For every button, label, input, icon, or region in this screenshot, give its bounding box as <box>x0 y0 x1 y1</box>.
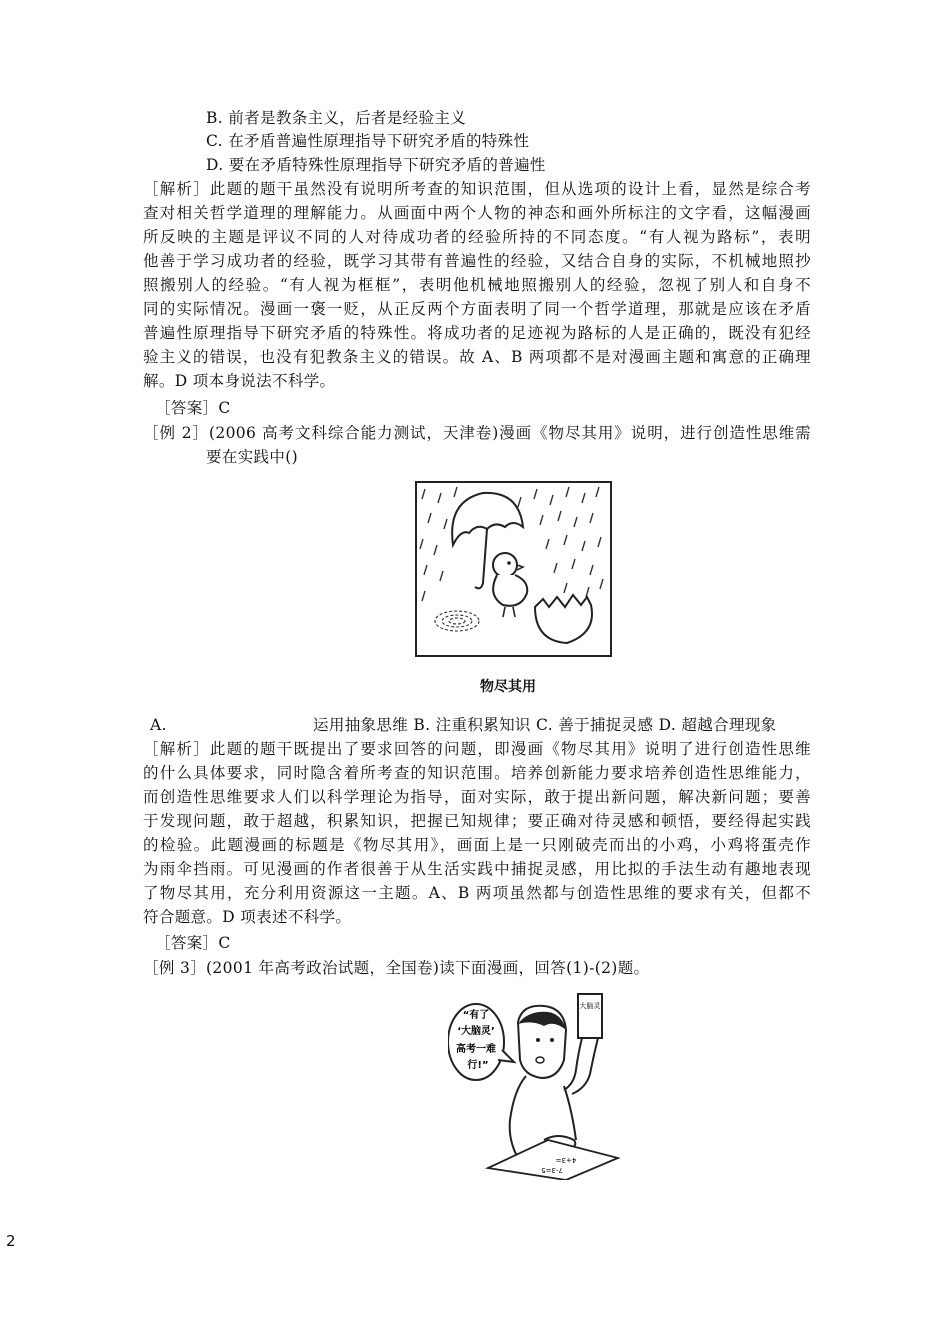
chick <box>493 553 527 606</box>
book <box>578 994 602 1038</box>
analysis1-line: 查对相关哲学道理的理解能力。从画面中两个人物的神态和画外所标注的文字看，这幅漫画 <box>143 204 811 222</box>
analysis1-line: ［解析］此题的题干虽然没有说明所考查的知识范围，但从选项的设计上看，显然是综合考 <box>143 180 811 198</box>
option-d: D. 要在矛盾特殊性原理指导下研究矛盾的普遍性 <box>206 156 546 174</box>
analysis2-line: 了物尽其用，充分利用资源这一主题。A、B 两项虽然都与创造性思维的要求有关，但都不 <box>143 884 811 902</box>
cartoon-chick-umbrella <box>415 481 612 657</box>
analysis2-line: 于发现问题，敢于超越，积累知识，把握已知规律；要正确对待灵感和顿悟，要经得起实践 <box>143 812 811 830</box>
bubble-text: 高考一难 <box>456 1044 496 1055</box>
example2-question-cont: 要在实践中() <box>206 448 299 466</box>
student-book-illustration <box>448 990 620 1180</box>
bubble-text: “有了 <box>462 1010 490 1021</box>
option-c: C. 在矛盾普遍性原理指导下研究矛盾的特殊性 <box>206 132 530 150</box>
chick-umbrella-illustration <box>417 483 610 655</box>
puddle <box>435 611 479 631</box>
bubble-text: 行!” <box>467 1060 489 1071</box>
analysis1-line: 他善于学习成功者的经验，既学习其带有普遍性的经验，又结合自身的实际，不机械地照抄 <box>143 252 811 270</box>
example2-options: 运用抽象思维 B. 注重积累知识 C. 善于捕捉灵感 D. 超越合理现象 <box>313 716 777 734</box>
analysis1-line: 验主义的错误，也没有犯教条主义的错误。故 A、B 两项都不是对漫画主题和寓意的正确理 <box>143 348 811 366</box>
analysis2-line: 符合题意。D 项表述不科学。 <box>143 908 352 926</box>
cartoon-student-book <box>448 990 620 1180</box>
analysis2-line: 的检验。此题漫画的标题是《物尽其用》，画面上是一只刚破壳而出的小鸡，小鸡将蛋壳作 <box>143 836 811 854</box>
bubble-text: ‘大脑灵’ <box>457 1026 495 1037</box>
analysis2-line: 而创造性思维要求人们以科学理论为指导，面对实际，敢于提出新问题，解决新问题；要善 <box>143 788 811 806</box>
analysis2-line: 的什么具体要求，同时隐含着所考查的知识范围。培养创新能力要求培养创造性思维能力， <box>143 764 811 782</box>
option-b: B. 前者是教条主义，后者是经验主义 <box>206 109 467 127</box>
example3-question: ［例 3］(2001 年高考政治试题，全国卷)读下面漫画，回答(1)-(2)题。 <box>143 959 650 977</box>
paper-text: 4+3= <box>555 1156 577 1164</box>
analysis1-line: 同的实际情况。漫画一褒一贬，从正反两个方面表明了同一个哲学道理，那就是应该在矛盾 <box>143 300 811 318</box>
answer2: ［答案］C <box>155 934 231 952</box>
analysis2-line: ［解析］此题的题干既提出了要求回答的问题，即漫画《物尽其用》说明了进行创造性思维 <box>143 740 811 758</box>
figure-caption: 物尽其用 <box>480 679 536 695</box>
paper-text: 7-3=5 <box>541 1166 563 1174</box>
umbrella-handle <box>475 529 487 588</box>
analysis1-line: 普遍性原理指导下研究矛盾的特殊性。将成功者的足迹视为路标的人是正确的，既没有犯经 <box>143 324 811 342</box>
answer1: ［答案］C <box>155 399 231 417</box>
book-title: 大脑灵 <box>579 1002 601 1010</box>
analysis1-line: 照搬别人的经验。“有人视为框框”，表明他机械地照搬别人的经验，忽视了别人和自身不 <box>143 276 811 294</box>
umbrella-shell <box>452 493 523 545</box>
analysis1-line: 解。D 项本身说法不科学。 <box>143 372 336 390</box>
example2-question: ［例 2］(2006 高考文科综合能力测试，天津卷)漫画《物尽其用》说明，进行创造性思维需 <box>143 424 811 442</box>
analysis2-line: 为雨伞挡雨。可见漫画的作者很善于从生活实践中捕捉灵感，用比拟的手法生动有趣地表现 <box>143 860 811 878</box>
egg-shell-bottom <box>535 595 592 643</box>
page-number: 2 <box>6 1232 16 1250</box>
analysis1-line: 所反映的主题是评议不同的人对待成功者的经验所持的不同态度。“有人视为路标”，表明 <box>143 228 811 246</box>
example2-option-a: A. <box>150 716 167 734</box>
